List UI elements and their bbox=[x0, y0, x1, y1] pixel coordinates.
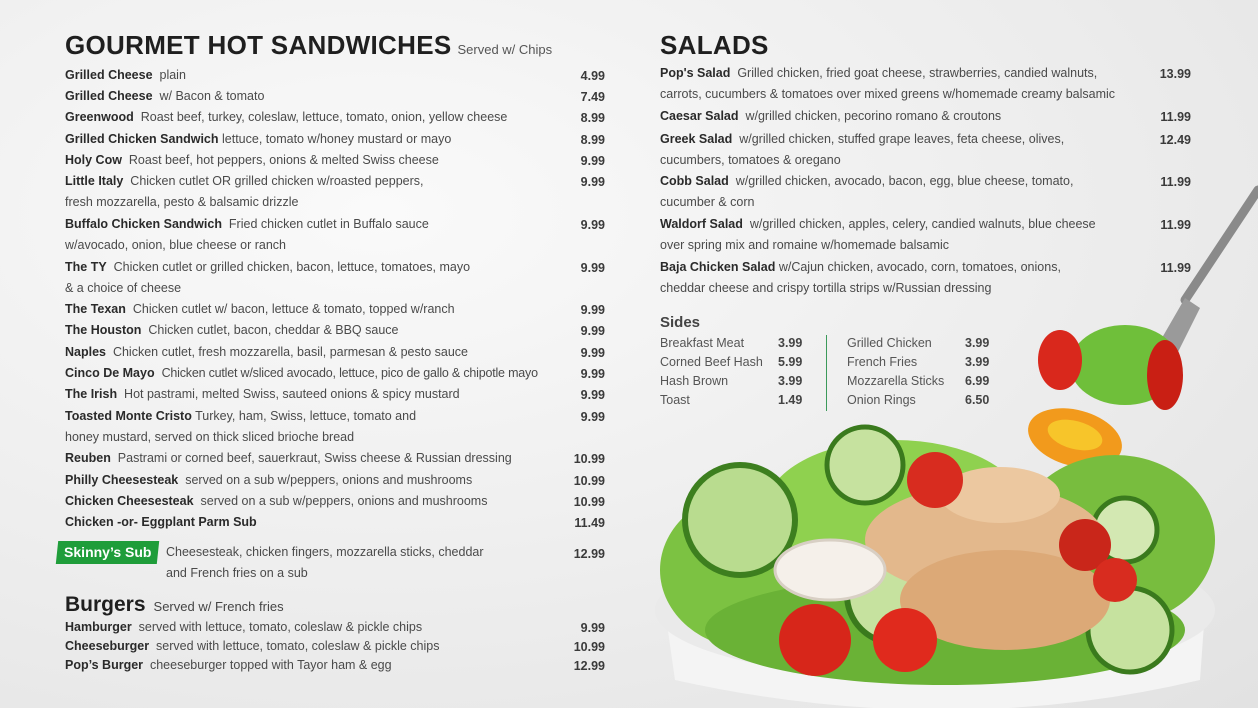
side-price: 3.99 bbox=[965, 355, 990, 369]
item-name: Buffalo Chicken Sandwich bbox=[65, 217, 222, 231]
item-name: Philly Cheesesteak bbox=[65, 473, 179, 487]
item-name: Cinco De Mayo bbox=[65, 366, 155, 380]
item-name: Chicken -or- Eggplant Parm Sub bbox=[65, 515, 257, 529]
item-price: 9.99 bbox=[580, 346, 605, 360]
item-price: 9.99 bbox=[580, 218, 605, 232]
side-price: 6.50 bbox=[965, 393, 990, 407]
item-name: Cheeseburger bbox=[65, 639, 150, 653]
item-price: 9.99 bbox=[580, 324, 605, 338]
side-name: Grilled Chicken bbox=[847, 336, 932, 350]
item-name: Cobb Salad bbox=[660, 174, 729, 188]
menu-item bbox=[65, 65, 186, 86]
item-desc: plain bbox=[159, 68, 186, 82]
side-name: Onion Rings bbox=[847, 393, 916, 407]
item-name: Grilled Cheese bbox=[65, 68, 153, 82]
item-price: 10.99 bbox=[573, 452, 605, 466]
menu-item bbox=[65, 129, 451, 150]
item-price: 9.99 bbox=[580, 388, 605, 402]
item-desc-cont: cucumbers, tomatoes & oregano bbox=[660, 153, 841, 168]
item-desc: served on a sub w/peppers, onions and mushrooms bbox=[200, 494, 488, 508]
item-name: Pop's Salad bbox=[660, 66, 731, 80]
item-desc-cont: w/avocado, onion, blue cheese or ranch bbox=[65, 238, 286, 253]
item-name: Toasted Monte Cristo bbox=[65, 409, 192, 423]
burgers-subtitle: Served w/ French fries bbox=[153, 599, 284, 614]
item-desc-cont: over spring mix and romaine w/homemade balsamic bbox=[660, 238, 950, 253]
item-desc-cont: carrots, cucumbers & tomatoes over mixed greens w/homemade creamy balsamic bbox=[660, 87, 1116, 102]
item-price: 9.99 bbox=[580, 621, 605, 635]
item-price: 8.99 bbox=[580, 111, 605, 125]
item-desc: lettuce, tomato w/honey mustard or mayo bbox=[222, 132, 452, 146]
item-desc-cont: cucumber & corn bbox=[660, 195, 755, 210]
item-price: 13.99 bbox=[1159, 67, 1191, 81]
item-price: 9.99 bbox=[580, 261, 605, 275]
side-price: 1.49 bbox=[778, 393, 803, 407]
item-desc-cont: & a choice of cheese bbox=[65, 281, 182, 296]
item-desc: w/grilled chicken, apples, celery, candied walnuts, blue cheese bbox=[749, 217, 1096, 231]
side-name: Breakfast Meat bbox=[660, 336, 745, 350]
item-desc: w/grilled chicken, pecorino romano & croutons bbox=[745, 109, 1002, 123]
menu-item bbox=[660, 129, 1064, 172]
menu-item bbox=[65, 150, 439, 171]
item-desc: Chicken cutlet OR grilled chicken w/roasted peppers, bbox=[130, 174, 424, 188]
item-desc: Turkey, ham, Swiss, lettuce, tomato and bbox=[195, 409, 417, 423]
side-price: 3.99 bbox=[778, 336, 803, 350]
item-price: 12.99 bbox=[573, 547, 605, 561]
item-desc: served with lettuce, tomato, coleslaw & pickle chips bbox=[156, 639, 440, 653]
side-price: 6.99 bbox=[965, 374, 990, 388]
item-price: 7.49 bbox=[580, 90, 605, 104]
salad-bowl-image bbox=[645, 180, 1258, 708]
item-desc: Pastrami or corned beef, sauerkraut, Swiss cheese & Russian dressing bbox=[117, 451, 512, 465]
menu-item bbox=[65, 107, 507, 128]
item-desc: cheeseburger topped with Tayor ham & egg bbox=[149, 658, 392, 672]
item-name: Hamburger bbox=[65, 620, 132, 634]
item-desc: w/ Bacon & tomato bbox=[159, 89, 265, 103]
item-name: Greek Salad bbox=[660, 132, 733, 146]
item-name: Baja Chicken Salad bbox=[660, 260, 776, 274]
item-desc: Roast beef, hot peppers, onions & melted Swiss cheese bbox=[128, 153, 439, 167]
item-name: Pop’s Burger bbox=[65, 658, 144, 672]
menu-item bbox=[65, 448, 512, 469]
sides-title: Sides bbox=[660, 314, 701, 331]
side-price: 3.99 bbox=[778, 374, 803, 388]
menu-item bbox=[65, 655, 392, 676]
side-name: Corned Beef Hash bbox=[660, 355, 763, 369]
side-name: Hash Brown bbox=[660, 374, 729, 388]
item-desc: Fried chicken cutlet in Buffalo sauce bbox=[228, 217, 429, 231]
item-price: 9.99 bbox=[580, 175, 605, 189]
item-price: 9.99 bbox=[580, 303, 605, 317]
item-price: 11.99 bbox=[1160, 261, 1191, 275]
item-desc: Grilled chicken, fried goat cheese, strawberries, candied walnuts, bbox=[737, 66, 1098, 80]
item-price: 9.99 bbox=[580, 410, 605, 424]
item-name: Grilled Chicken Sandwich bbox=[65, 132, 219, 146]
item-name: Naples bbox=[65, 345, 106, 359]
side-name: French Fries bbox=[847, 355, 918, 369]
side-name: Toast bbox=[660, 393, 690, 407]
item-price: 12.99 bbox=[573, 659, 605, 673]
item-desc-cont: fresh mozzarella, pesto & balsamic drizzle bbox=[65, 195, 299, 210]
item-desc: w/grilled chicken, avocado, bacon, egg, blue cheese, tomato, bbox=[735, 174, 1074, 188]
item-price: 11.99 bbox=[1160, 175, 1191, 189]
item-desc: Chicken cutlet, bacon, cheddar & BBQ sauce bbox=[148, 323, 399, 337]
sandwiches-subtitle: Served w/ Chips bbox=[457, 42, 553, 57]
item-name: The Irish bbox=[65, 387, 118, 401]
item-desc-cont: honey mustard, served on thick sliced brioche bread bbox=[65, 430, 355, 445]
item-name: Reuben bbox=[65, 451, 111, 465]
skinny-sub-name: Skinny’s Sub bbox=[64, 544, 152, 560]
item-price: 8.99 bbox=[580, 133, 605, 147]
item-price: 9.99 bbox=[580, 367, 605, 381]
item-name: The Texan bbox=[65, 302, 126, 316]
item-desc: Chicken cutlet or grilled chicken, bacon, lettuce, tomatoes, mayo bbox=[113, 260, 471, 274]
fork-icon bbox=[1155, 190, 1258, 358]
skinny-sub-badge bbox=[56, 541, 160, 564]
item-desc: served on a sub w/peppers, onions and mushrooms bbox=[185, 473, 473, 487]
item-desc: w/Cajun chicken, avocado, corn, tomatoes, onions, bbox=[778, 260, 1061, 274]
burgers-title-text: Burgers bbox=[65, 593, 146, 616]
item-name: Waldorf Salad bbox=[660, 217, 743, 231]
item-price: 11.49 bbox=[574, 516, 605, 530]
menu-item bbox=[65, 491, 487, 512]
item-desc-cont: cheddar cheese and crispy tortilla strips w/Russian dressing bbox=[660, 281, 992, 296]
item-price: 11.99 bbox=[1160, 110, 1191, 124]
menu-item bbox=[65, 384, 460, 405]
item-price: 10.99 bbox=[573, 474, 605, 488]
item-name: Grilled Cheese bbox=[65, 89, 153, 103]
side-price: 5.99 bbox=[778, 355, 803, 369]
item-name: Chicken Cheesesteak bbox=[65, 494, 194, 508]
item-name: The TY bbox=[65, 260, 107, 274]
item-desc: Chicken cutlet, fresh mozzarella, basil, parmesan & pesto sauce bbox=[112, 345, 468, 359]
item-desc: Chicken cutlet w/ bacon, lettuce & tomato, topped w/ranch bbox=[132, 302, 455, 316]
item-price: 12.49 bbox=[1159, 133, 1191, 147]
item-desc: Cheesesteak, chicken fingers, mozzarella sticks, cheddar bbox=[166, 545, 484, 559]
item-desc: Roast beef, turkey, coleslaw, lettuce, tomato, onion, yellow cheese bbox=[140, 110, 508, 124]
item-price: 11.99 bbox=[1160, 218, 1191, 232]
item-price: 9.99 bbox=[580, 154, 605, 168]
menu-item bbox=[65, 406, 416, 449]
sandwiches-title bbox=[65, 30, 552, 61]
item-name: The Houston bbox=[65, 323, 142, 337]
menu-item bbox=[65, 257, 470, 300]
item-desc: Hot pastrami, melted Swiss, sauteed onions & spicy mustard bbox=[124, 387, 460, 401]
menu-item bbox=[65, 320, 398, 341]
item-desc: w/grilled chicken, stuffed grape leaves, feta cheese, olives, bbox=[739, 132, 1065, 146]
menu-item bbox=[65, 299, 455, 320]
menu-item bbox=[660, 106, 1001, 127]
menu-item bbox=[65, 512, 257, 533]
menu-item bbox=[65, 363, 538, 384]
item-name: Little Italy bbox=[65, 174, 124, 188]
side-price: 3.99 bbox=[965, 336, 990, 350]
item-price: 4.99 bbox=[580, 69, 605, 83]
item-desc: Chicken cutlet w/sliced avocado, lettuce, pico de gallo & chipotle mayo bbox=[161, 366, 538, 380]
item-price: 10.99 bbox=[573, 495, 605, 509]
menu-item bbox=[65, 171, 424, 214]
item-desc: served with lettuce, tomato, coleslaw & pickle chips bbox=[138, 620, 423, 634]
item-name: Holy Cow bbox=[65, 153, 122, 167]
menu-item bbox=[65, 342, 468, 363]
skinny-sub-desc bbox=[166, 542, 484, 585]
menu-item bbox=[65, 214, 429, 257]
item-desc-cont: and French fries on a sub bbox=[166, 566, 308, 581]
menu-item bbox=[660, 63, 1115, 106]
item-name: Caesar Salad bbox=[660, 109, 739, 123]
sandwiches-title-text: GOURMET HOT SANDWICHES bbox=[65, 30, 452, 60]
burgers-title bbox=[65, 593, 284, 617]
salads-title: SALADS bbox=[660, 30, 769, 60]
menu-item bbox=[65, 470, 472, 491]
item-price: 10.99 bbox=[573, 640, 605, 654]
menu-item bbox=[65, 86, 264, 107]
side-name: Mozzarella Sticks bbox=[847, 374, 945, 388]
item-name: Greenwood bbox=[65, 110, 134, 124]
